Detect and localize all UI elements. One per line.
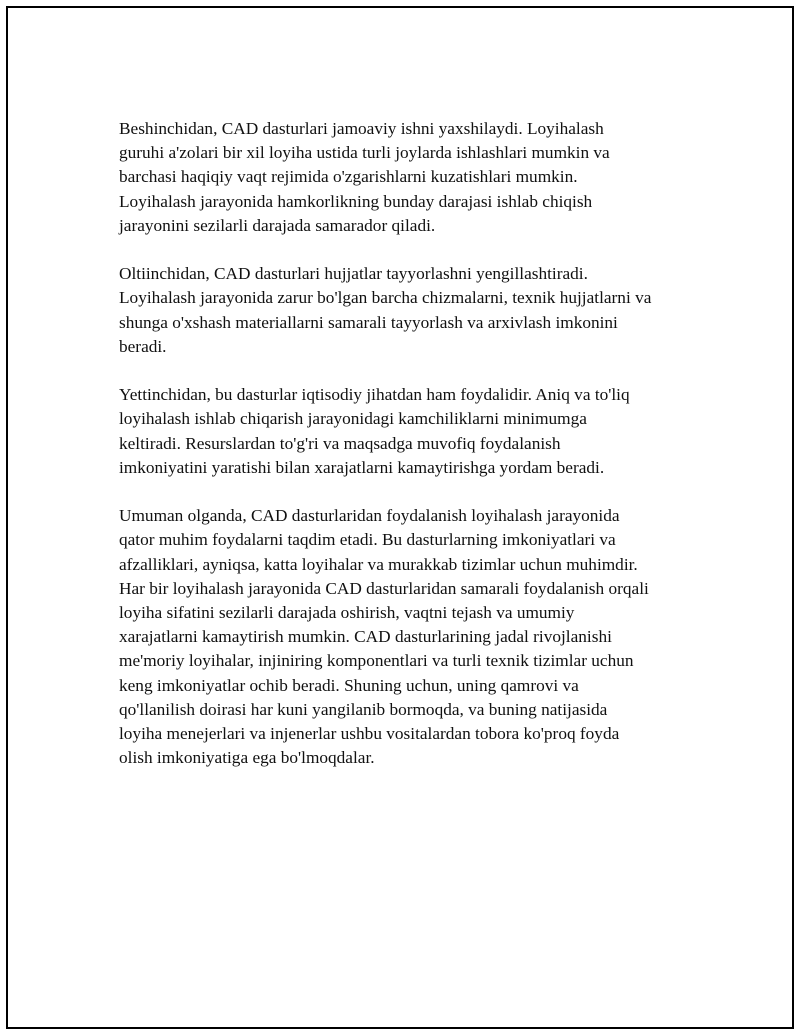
paragraph-umuman-olganda: Umuman olganda, CAD dasturlaridan foydalanish loyihalash jarayonida qator muhim foydalarni taqdim etadi. Bu dasturlarning imkoniyatlari va afzalliklari, ayniqsa, katta loyihalar va murakkab tizimlar uchun muhimdir. Har bir loyihalash jarayonida CAD dasturlaridan samarali foydalanish orqali loyiha sifatini sezilarli darajada oshirish, vaqtni tejash va umumiy xarajatlarni kamaytirish mumkin. CAD dasturlarining jadal rivojlanishi me'moriy loyihalar, injiniring komponentlari va turli texnik tizimlar uchun keng imkoniyatlar ochib beradi. Shuning uchun, uning qamrovi va qo'llanilish doirasi har kuni yangilanib bormoqda, va buning natijasida loyiha menejerlari va injenerlar ushbu vositalardan tobora ko'proq foyda olish imkoniyatiga ega bo'lmoqdalar.	[119, 506, 649, 768]
paragraph-beshinchidan: Beshinchidan, CAD dasturlari jamoaviy ishni yaxshilaydi. Loyihalash guruhi a'zolari bir xil loyiha ustida turli joylarda ishlashlari mumkin va barchasi haqiqiy vaqt rejimida o'zgarishlarni kuzatishlari mumkin. Loyihalash jarayonida hamkorlikning bunday darajasi ishlab chiqish jarayonini sezilarli darajada samarador qiladi.	[119, 119, 610, 235]
paragraph-yettinchidan: Yettinchidan, bu dasturlar iqtisodiy jihatdan ham foydalidir. Aniq va to'liq loyihalash ishlab chiqarish jarayonidagi kamchiliklarni minimumga keltiradi. Resurslardan to'g'ri va maqsadga muvofiq foydalanish imkoniyatini yaratishi bilan xarajatlarni kamaytirishga yordam beradi.	[119, 385, 630, 477]
document-body	[119, 117, 699, 770]
paragraph-oltiinchidan: Oltiinchidan, CAD dasturlari hujjatlar tayyorlashni yengillashtiradi. Loyihalash jarayonida zarur bo'lgan barcha chizmalarni, texnik hujjatlarni va shunga o'xshash materiallarni samarali tayyorlash va arxivlash imkonini beradi.	[119, 264, 652, 356]
document-page	[6, 6, 794, 1029]
